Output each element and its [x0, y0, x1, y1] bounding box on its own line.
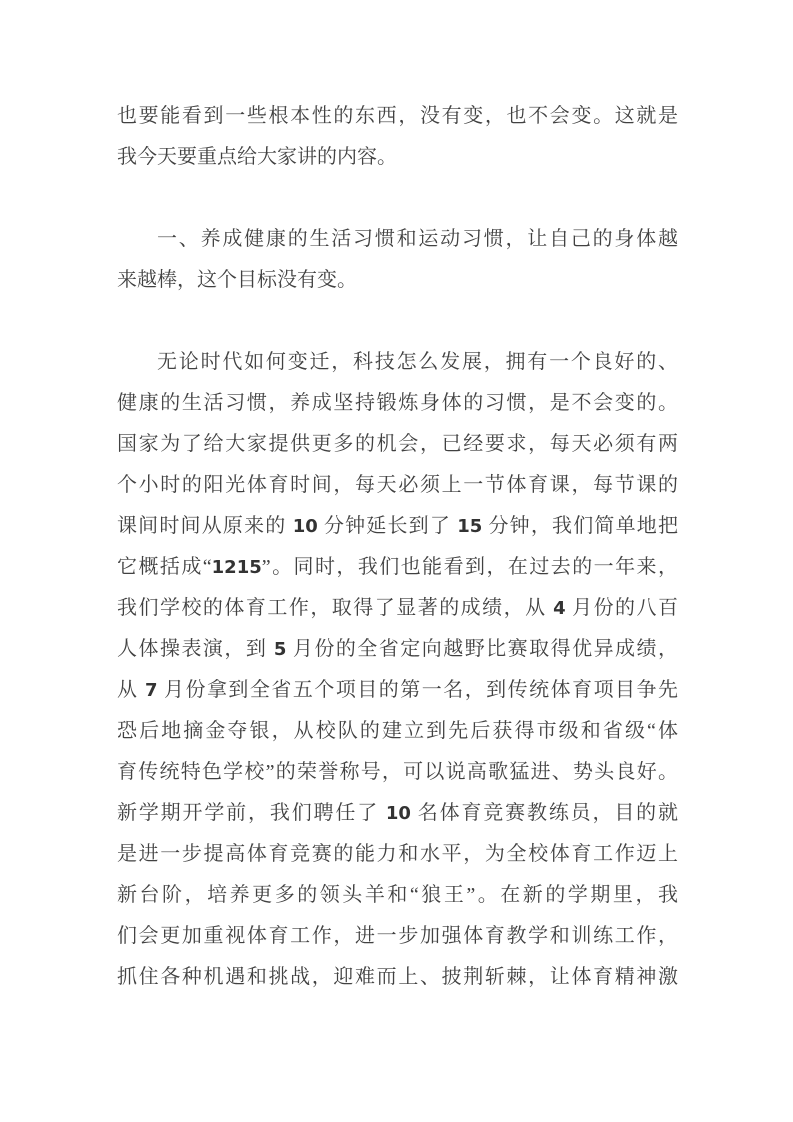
text-line: 们会更加重视体育工作，进一步加强体育教学和训练工作，: [117, 925, 678, 947]
text-line: 个小时的阳光体育时间，每天必须上一节体育课，每节课的: [117, 474, 678, 496]
text-line: 育传统特色学校”的荣誉称号，可以说高歌猛进、势头良好。: [117, 761, 678, 783]
text-line: 一、养成健康的生活习惯和运动习惯，让自己的身体越: [157, 228, 678, 250]
inline-number: 10: [385, 803, 411, 824]
text-line: 是进一步提高体育竞赛的能力和水平，为全校体育工作迈上: [117, 843, 678, 865]
text-line: 抓住各种机遇和挑战，迎难而上、披荆斩棘，让体育精神激: [117, 966, 678, 988]
text-line: 人体操表演，到 5 月份的全省定向越野比赛取得优异成绩，: [117, 638, 678, 660]
paragraph: [117, 342, 678, 998]
text-line: 它概括成“1215”。同时，我们也能看到，在过去的一年来，: [117, 556, 678, 578]
text-line: 也要能看到一些根本性的东西，没有变，也不会变。这就是: [117, 105, 678, 127]
text-line: 我们学校的体育工作，取得了显著的成绩，从 4 月份的八百: [117, 597, 678, 619]
inline-number: 1215: [211, 557, 262, 578]
text-line: 我今天要重点给大家讲的内容。: [117, 146, 397, 168]
paragraph: [117, 96, 678, 178]
inline-number: 5: [273, 639, 287, 660]
text-line: 新台阶，培养更多的领头羊和“狼王”。在新的学期里，我: [117, 884, 678, 906]
inline-number: 4: [553, 598, 566, 619]
text-line: 健康的生活习惯，养成坚持锻炼身体的习惯，是不会变的。: [117, 392, 678, 414]
text-line: 来越棒，这个目标没有变。: [117, 269, 357, 291]
inline-number: 7: [144, 680, 158, 701]
text-line: 课间时间从原来的 10 分钟延长到了 15 分钟，我们简单地把: [117, 515, 678, 537]
text-line: 恐后地摘金夺银，从校队的建立到先后获得市级和省级“体: [117, 720, 678, 742]
inline-number: 10: [292, 516, 318, 537]
text-line: 新学期开学前，我们聘任了 10 名体育竞赛教练员，目的就: [117, 802, 678, 824]
text-line: 国家为了给大家提供更多的机会，已经要求，每天必须有两: [117, 433, 678, 455]
text-line: 从 7 月份拿到全省五个项目的第一名，到传统体育项目争先: [117, 679, 678, 701]
text-line: 无论时代如何变迁，科技怎么发展，拥有一个良好的、: [157, 351, 678, 373]
paragraph: [117, 219, 678, 301]
inline-number: 15: [457, 516, 483, 537]
